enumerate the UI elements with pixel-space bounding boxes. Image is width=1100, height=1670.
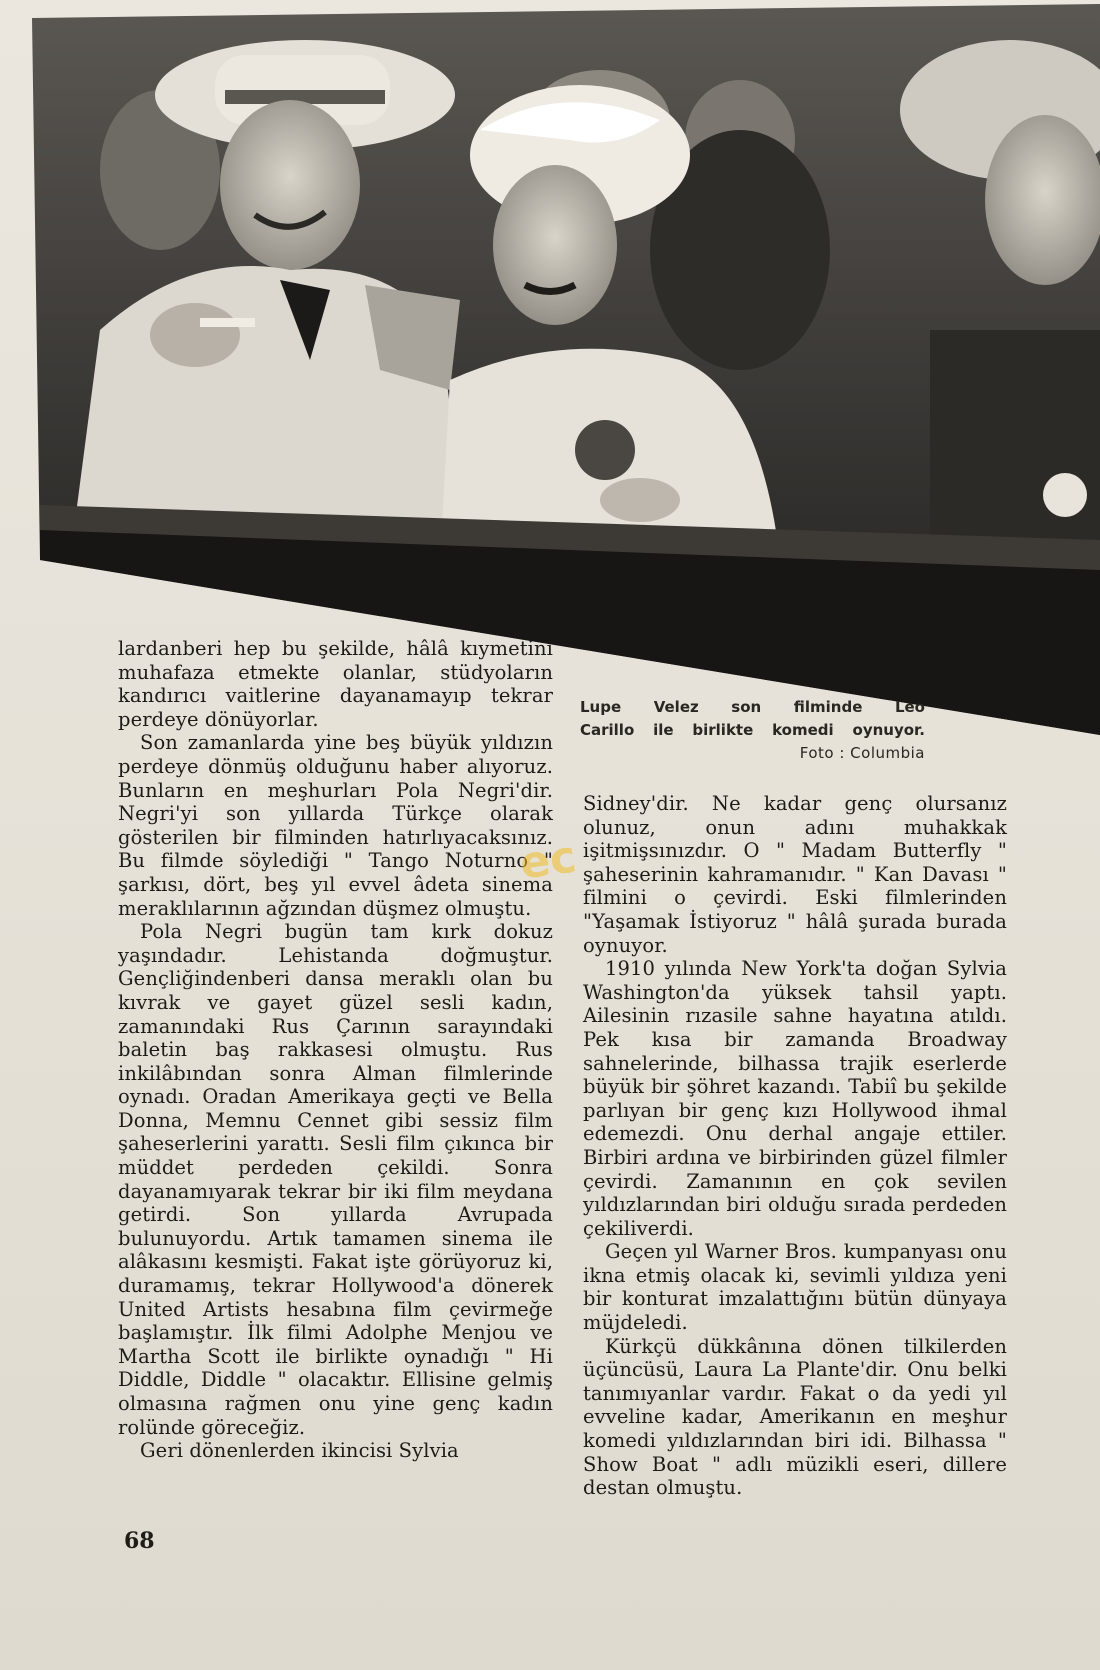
photo-caption bbox=[580, 696, 925, 765]
right-column bbox=[583, 792, 1007, 1500]
caption-line-2: Carillo ile birlikte komedi oynuyor. bbox=[580, 721, 925, 739]
page-number: 68 bbox=[124, 1528, 155, 1554]
right-paragraph-3: Geçen yıl Warner Bros. kumpanyası onu ikna etmiş olacak ki, sevimli yıldıza yeni bir konturat imzalattığını bütün dünyaya müjdeledi. bbox=[583, 1240, 1007, 1335]
left-paragraph-2: Son zamanlarda yine beş büyük yıldızın perdeye dönmüş olduğunu haber alıyoruz. Bunların en meşhurları Pola Negri'dir. Negri'yi son yıllarda Türkçe olarak gösterilen bir filminden hatırlıyacaksınız. Bu filmde söylediği " Tango Noturno " şarkısı, dört, beş yıl evvel âdeta sinema meraklılarının ağzından düşmez olmuştu. bbox=[118, 731, 553, 920]
left-paragraph-1: lardanberi hep bu şekilde, hâlâ kıymetini muhafaza etmekte olanlar, stüdyoların kandırıcı vaitlerine dayanamayıp tekrar perdeye dönüyorlar. bbox=[118, 637, 553, 731]
right-paragraph-2: 1910 yılında New York'ta doğan Sylvia Washington'da yüksek tahsil yaptı. Ailesinin rızasile sahne hayatına atıldı. Pek kısa bir zamanda Broadway sahnelerinde, bilhassa trajik eserlerde büyük bir şöhret kazandı. Tabiî bu şekilde parlıyan bir genç kızı Hollywood ihmal edemezdi. Onu derhal angaje ettiler. Birbiri ardına ve birbirinden güzel filmler çevirdi. Zamanının en çok sevilen yıldızlarından biri olduğu sırada perdeden çekiliverdi. bbox=[583, 957, 1007, 1240]
watermark: ec bbox=[516, 831, 580, 890]
left-paragraph-4: Geri dönenlerden ikincisi Sylvia bbox=[140, 1439, 459, 1463]
right-paragraph-1: Sidney'dir. Ne kadar genç olursanız olunuz, onun adını muhakkak işitmişsınızdır. O " Madam Butterfly " şaheserinin kahramanıdır. " Kan Davası " filmini o çevirdi. Eski filmlerinden "Yaşamak İstiyoruz " hâlâ şurada burada oynuyor. bbox=[583, 792, 1007, 957]
right-paragraph-4: Kürkçü dükkânına dönen tilkilerden üçüncüsü, Laura La Plante'dir. Onu belki tanımıyanlar vardır. Fakat o da yedi yıl evveline kadar, Amerikanın en meşhur komedi yıldızlarından biri idi. Bilhassa " Show Boat " adlı müzikli eseri, dillere destan olmuştu. bbox=[583, 1334, 1007, 1500]
photo-credit: Foto : Columbia bbox=[799, 744, 925, 762]
left-paragraph-3: Pola Negri bugün tam kırk dokuz yaşındadır. Lehistanda doğmuştur. Gençliğindenberi dansa meraklı olan bu kıvrak ve gayet güzel sesli kadın, zamanındaki Rus Çarının sarayındaki baletin baş rakkasesi olmuştu. Rus inkilâbından sonra Alman filmlerinde oynadı. Oradan Amerikaya geçti ve Bella Donna, Memnu Cennet gibi sessiz film şaheserlerini yarattı. Sesli film çıkınca bir müddet perdeden çekildi. Sonra dayanamıyarak tekrar bir iki film meydana getirdi. Son yıllarda Avrupada bulunuyordu. Artık tamamen sinema ile alâkasını kesmişti. Fakat işte görüyoruz ki, duramamış, tekrar Hollywood'a dönerek United Artists hesabına film çevirmeğe başlamıştır. İlk filmi Adolphe Menjou ve Martha Scott ile birlikte oynadığı " Hi Diddle, Diddle " olacaktır. Ellisine gelmiş olmasına rağmen onu yine genç kadın rolünde göreceğiz. bbox=[118, 920, 553, 1439]
film-still-photo bbox=[0, 0, 1100, 740]
left-column bbox=[118, 637, 553, 1463]
caption-line-1: Lupe Velez son filminde Leo bbox=[580, 698, 925, 716]
